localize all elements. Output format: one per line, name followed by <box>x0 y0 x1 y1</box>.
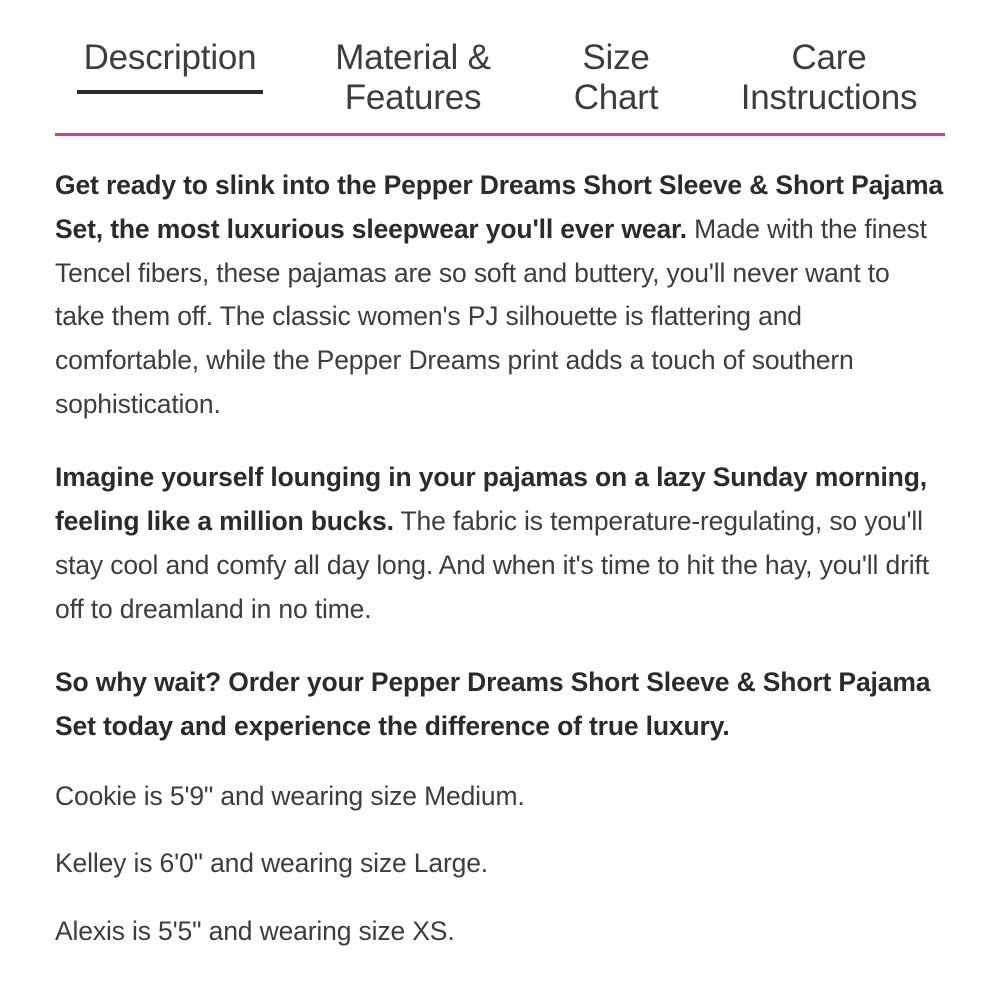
tab-size-chart-label-line2: Chart <box>573 77 659 117</box>
tab-material-features-label-line2: Features <box>344 77 482 117</box>
tab-size-chart[interactable] <box>541 30 691 133</box>
description-paragraph-3 <box>55 661 945 748</box>
tab-care-instructions-label-line2: Instructions <box>740 77 918 117</box>
tab-material-features[interactable] <box>313 30 513 133</box>
tab-bar <box>0 0 1000 133</box>
tab-size-chart-label: Size <box>582 38 650 77</box>
description-paragraph-2-lead: Imagine yourself lounging in your pajamas on a lazy Sunday morning, feeling like a million bucks. <box>55 462 927 537</box>
description-paragraph-2-body: The fabric is temperature-regulating, so you'll stay cool and comfy all day long. And when it's time to hit the hay, you'll drift off to dreamland in no time. <box>55 506 929 624</box>
model-note-3: Alexis is 5'5" and wearing size XS. <box>55 916 455 947</box>
tab-description-label: Description <box>83 38 257 77</box>
tab-care-instructions-label: Care <box>791 38 867 77</box>
tab-description[interactable] <box>55 30 285 94</box>
description-paragraph-2 <box>55 456 945 631</box>
tab-material-features-label: Material & <box>335 38 491 77</box>
description-paragraph-3-lead: So why wait? Order your Pepper Dreams Short Sleeve & Short Pajama Set today and experience the difference of true luxury. <box>55 667 931 741</box>
description-paragraph-1 <box>55 164 945 426</box>
description-paragraph-1-lead: Get ready to slink into the Pepper Dreams Short Sleeve & Short Pajama Set, the most luxurious sleepwear you'll ever wear. <box>55 170 943 244</box>
description-content <box>0 136 1000 954</box>
model-note-1: Cookie is 5'9" and wearing size Medium. <box>55 780 525 811</box>
description-paragraph-1-body: Made with the finest Tencel fibers, these pajamas are so soft and buttery, you'll never want to take them off. The classic women's PJ silhouette is flattering and comfortable, while the Pepper Dreams print adds a touch of southern sophistication. <box>55 213 927 419</box>
model-note-2: Kelley is 6'0" and wearing size Large. <box>55 848 489 879</box>
tab-care-instructions[interactable] <box>709 30 949 133</box>
